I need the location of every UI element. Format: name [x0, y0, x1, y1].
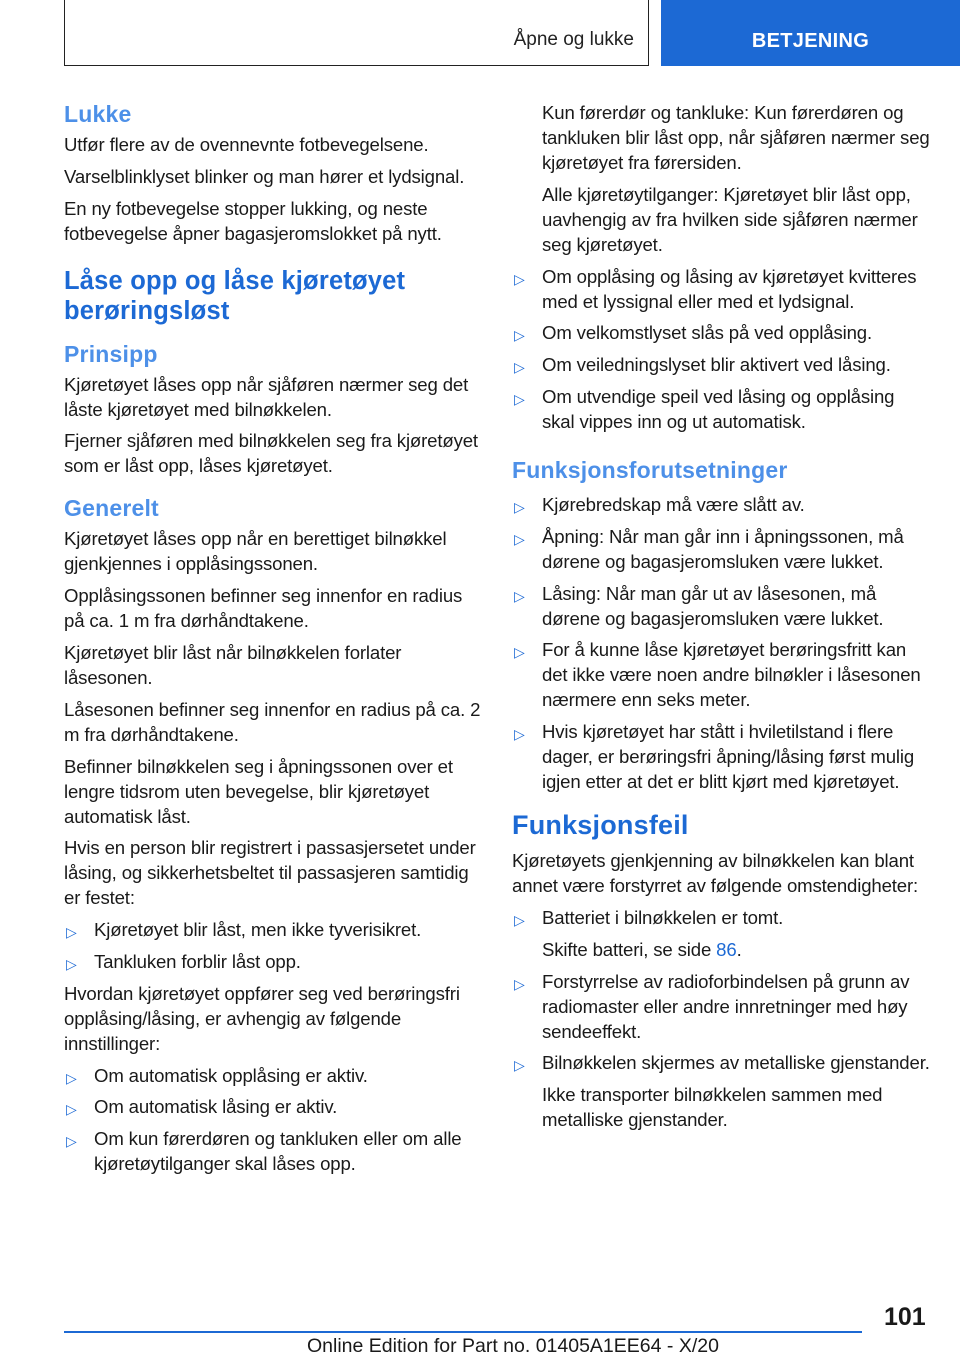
header-title: Åpne og lukke — [513, 29, 634, 50]
left-column — [64, 100, 482, 1183]
list-item: ▷ Om utvendige speil ved låsing og opplåsing skal vippes inn og ut automatisk. — [514, 385, 895, 432]
list-item: ▷ Låsing: Når man går ut av låsesonen, må dørene og bagasjeromsluken være lukket. — [514, 582, 884, 629]
triangle-bullet-icon: ▷ — [514, 390, 525, 407]
heading-generelt: Generelt — [64, 495, 159, 522]
paragraph: Varselblinklyset blinker og man hører et lydsignal. — [64, 165, 465, 187]
triangle-bullet-icon: ▷ — [514, 359, 525, 376]
paragraph: Hvis en person blir registrert i passasjersetet under låsing, og sikkerhetsbeltet til passasjeren samtidig er festet: — [64, 837, 476, 909]
paragraph: Kjøretøyet låses opp når en berettiget bilnøkkel gjenkjennes i opplåsingssonen. — [64, 528, 447, 575]
paragraph: Kjøretøyet blir låst når bilnøkkelen forlater låsesonen. — [64, 641, 402, 688]
sub-paragraph: Ikke transporter bilnøkkelen sammen med metalliske gjenstander. — [542, 1084, 883, 1131]
page-reference-link[interactable]: 86 — [716, 938, 737, 960]
paragraph: En ny fotbevegelse stopper lukking, og neste fotbevegelse åpner bagasjeromslokket på nytt. — [64, 197, 442, 244]
triangle-bullet-icon: ▷ — [514, 975, 525, 992]
triangle-bullet-icon: ▷ — [514, 644, 525, 661]
footer-divider — [64, 1331, 862, 1333]
triangle-bullet-icon: ▷ — [514, 587, 525, 604]
list-item: ▷ Åpning: Når man går inn i åpningssonen, må dørene og bagasjeromsluken være lukket. — [514, 525, 904, 572]
list-item: ▷ Bilnøkkelen skjermes av metalliske gjenstander. — [512, 1050, 930, 1075]
triangle-bullet-icon: ▷ — [66, 1101, 77, 1118]
right-column — [512, 100, 930, 1139]
list-item: ▷ For å kunne låse kjøretøyet berøringsfritt kan det ikke være noen andre bilnøkler i låsesonen nærmere enn seks meter. — [514, 639, 921, 711]
triangle-bullet-icon: ▷ — [514, 1057, 525, 1074]
list-item: ▷ Forstyrrelse av radioforbindelsen på grunn av radiomaster eller andre innretninger med høy sendeeffekt. — [514, 970, 910, 1042]
paragraph: Befinner bilnøkkelen seg i åpningssonen over et lengre tidsrom uten bevegelse, blir kjøretøyet automatisk låst. — [64, 755, 453, 827]
list-item: ▷ Kjøretøyet blir låst, men ikke tyverisikret. — [64, 917, 482, 942]
sub-paragraph: Kun førerdør og tankluke: Kun førerdøren og tankluken blir låst opp, når sjåføren nærmer seg kjøretøyet fra førersiden. — [542, 102, 930, 173]
paragraph: Hvordan kjøretøyet oppfører seg ved berøringsfri opplåsing/låsing, er avhengig av følgende innstillinger: — [64, 982, 460, 1054]
triangle-bullet-icon: ▷ — [66, 1133, 77, 1150]
header-frame — [64, 0, 649, 66]
sub-paragraph: Alle kjøretøytilganger: Kjøretøyet blir låst opp, uavhengig av fra hvilken side sjåføren nærmer seg kjøretøyet. — [542, 183, 918, 255]
list-item: ▷ Batteriet i bilnøkkelen er tomt. — [512, 905, 930, 930]
paragraph: Låsesonen befinner seg innenfor en radius på ca. 2 m fra dørhåndtakene. — [64, 698, 481, 745]
list-item: ▷ Om kun førerdøren og tankluken eller om alle kjøretøytilganger skal låses opp. — [66, 1128, 462, 1175]
heading-lukke: Lukke — [64, 101, 132, 127]
heading-funksjonsforutsetninger: Funksjonsforutsetninger — [512, 456, 788, 483]
footer-edition-text: Online Edition for Part no. 01405A1EE64 - X/20 — [307, 1335, 719, 1357]
section-tab — [661, 0, 960, 66]
heading-funksjonsfeil: Funksjonsfeil — [512, 810, 689, 841]
list-item: ▷ Om automatisk låsing er aktiv. — [64, 1094, 482, 1119]
triangle-bullet-icon: ▷ — [514, 911, 525, 928]
list-item: ▷ Om automatisk opplåsing er aktiv. — [64, 1063, 482, 1088]
list-item: ▷ Kjørebredskap må være slått av. — [512, 492, 930, 517]
list-item: ▷ Hvis kjøretøyet har stått i hviletilstand i flere dager, er berøringsfri åpning/låsing først mulig igjen etter at det er blitt kjørt med kjøretøyet. — [514, 721, 915, 793]
page-number: 101 — [884, 1303, 926, 1331]
sub-paragraph: Skifte batteri, se side 86. — [542, 938, 742, 960]
paragraph: Kjøretøyet låses opp når sjåføren nærmer seg det låste kjøretøyet med bilnøkkelen. — [64, 373, 469, 420]
triangle-bullet-icon: ▷ — [66, 924, 77, 941]
triangle-bullet-icon: ▷ — [514, 327, 525, 344]
list-item: ▷ Tankluken forblir låst opp. — [64, 949, 482, 974]
triangle-bullet-icon: ▷ — [66, 1069, 77, 1086]
triangle-bullet-icon: ▷ — [66, 955, 77, 972]
triangle-bullet-icon: ▷ — [514, 530, 525, 547]
paragraph: Kjøretøyets gjenkjenning av bilnøkkelen kan blant annet være forstyrret av følgende omstendigheter: — [512, 850, 919, 897]
paragraph: Fjerner sjåføren med bilnøkkelen seg fra kjøretøyet som er låst opp, låses kjøretøyet. — [64, 430, 478, 477]
triangle-bullet-icon: ▷ — [514, 270, 525, 287]
triangle-bullet-icon: ▷ — [514, 726, 525, 743]
triangle-bullet-icon: ▷ — [514, 498, 525, 515]
section-heading: Låse opp og låse kjøretøyet berøringsløst — [64, 266, 406, 325]
list-item: ▷ Om velkomstlyset slås på ved opplåsing. — [512, 320, 930, 345]
section-tab-label: BETJENING — [751, 30, 870, 52]
paragraph: Utfør flere av de ovennevnte fotbevegelsene. — [64, 134, 429, 155]
list-item: ▷ Om veiledningslyset blir aktivert ved låsing. — [512, 352, 930, 377]
paragraph: Opplåsingssonen befinner seg innenfor en radius på ca. 1 m fra dørhåndtakene. — [64, 585, 463, 632]
list-item: ▷ Om opplåsing og låsing av kjøretøyet kvitteres med et lyssignal eller med et lydsignal. — [514, 265, 917, 312]
heading-prinsipp: Prinsipp — [64, 340, 158, 367]
